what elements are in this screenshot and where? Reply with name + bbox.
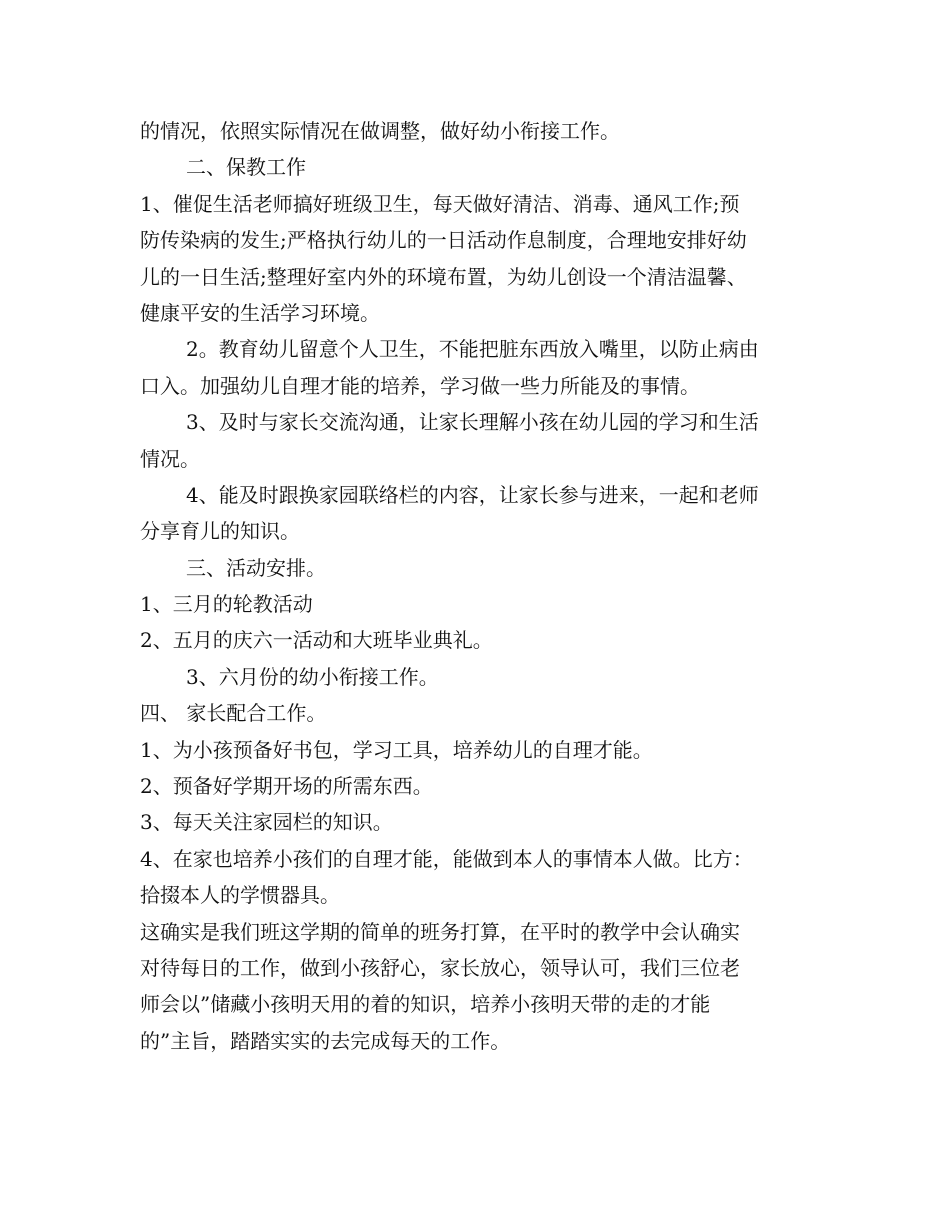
text-line: 二、保教工作	[186, 155, 306, 180]
text-line: 师会以”储藏小孩明天用的着的知识，培养小孩明天带的走的才能	[140, 992, 711, 1017]
text-line: 1、三月的轮教活动	[140, 592, 313, 617]
text-line: 拾掇本人的学惯器具。	[140, 883, 340, 908]
text-line: 四、 家长配合工作。	[140, 701, 327, 726]
document-body	[140, 113, 820, 1059]
text-line: 4、能及时跟换家园联络栏的内容，让家长参与进来，一起和老师	[186, 482, 759, 507]
text-line: 儿的一日生活;整理好室内外的环境布置，为幼儿创设一个清洁温馨、	[140, 264, 747, 289]
text-line: 4、在家也培养小孩们的自理才能，能做到本人的事情本人做。比方：	[140, 846, 753, 871]
text-line: 2。教育幼儿留意个人卫生，不能把脏东西放入嘴里，以防止病由	[186, 337, 759, 362]
text-line: 2、预备好学期开场的所需东西。	[140, 774, 433, 799]
text-line: 对待每日的工作，做到小孩舒心，家长放心，领导认可，我们三位老	[140, 955, 740, 980]
text-line: 3、每天关注家园栏的知识。	[140, 810, 393, 835]
text-line: 防传染病的发生;严格执行幼儿的一日活动作息制度，合理地安排好幼	[140, 228, 747, 253]
text-line: 三、活动安排。	[186, 555, 326, 580]
text-line: 3、六月份的幼小衔接工作。	[186, 664, 439, 689]
text-line: 分享育儿的知识。	[140, 519, 300, 544]
text-line: 1、催促生活老师搞好班级卫生，每天做好清洁、消毒、通风工作;预	[140, 191, 740, 216]
text-line: 2、五月的庆六一活动和大班毕业典礼。	[140, 628, 493, 653]
text-line: 的”主旨，踏踏实实的去完成每天的工作。	[140, 1028, 511, 1053]
text-line: 3、及时与家长交流沟通，让家长理解小孩在幼儿园的学习和生活	[186, 410, 759, 435]
text-line: 这确实是我们班这学期的简单的班务打算，在平时的教学中会认确实	[140, 919, 740, 944]
text-line: 情况。	[140, 446, 200, 471]
text-line: 1、为小孩预备好书包，学习工具，培养幼儿的自理才能。	[140, 737, 653, 762]
text-line: 的情况，依照实际情况在做调整，做好幼小衔接工作。	[140, 119, 620, 143]
text-line: 健康平安的生活学习环境。	[140, 300, 380, 325]
text-line: 口入。加强幼儿自理才能的培养，学习做一些力所能及的事情。	[140, 373, 700, 398]
